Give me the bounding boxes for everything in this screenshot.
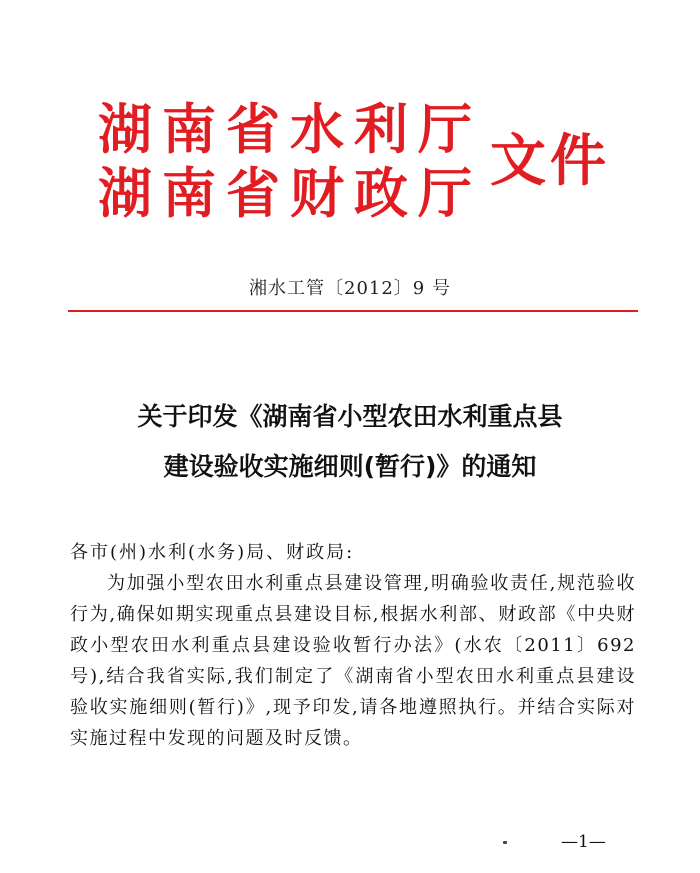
issuer-finance-dept: 湖南省财政厅 bbox=[98, 162, 482, 225]
salutation: 各市(州)水利(水务)局、财政局: bbox=[70, 542, 355, 563]
red-divider-line bbox=[68, 310, 638, 312]
document-title-line-2: 建设验收实施细则(暂行)》的通知 bbox=[163, 452, 537, 481]
body-paragraph: 为加强小型农田水利重点县建设管理,明确验收责任,规范验收行为,确保如期实现重点县建设目标,根据水利部、财政部《中央财政小型农田水利重点县建设验收暂行办法》(水农〔2011〕692号),结合我省实际,我们制定了《湖南省小型农田水利重点县建设验收实施细则(暂行)》,现予印发,请各地遵照执行。并结合实际对实施过程中发现的问题及时反馈。 bbox=[70, 573, 636, 749]
document-header bbox=[98, 100, 638, 230]
issuer-water-resources-dept: 湖南省水利厅 bbox=[98, 98, 482, 161]
scan-speck bbox=[503, 841, 507, 844]
document-title-line-1: 关于印发《湖南省小型农田水利重点县 bbox=[137, 402, 563, 431]
document-type-label: 文件 bbox=[490, 129, 610, 194]
document-number: 湘水工管〔2012〕9 号 bbox=[249, 278, 451, 299]
page-number: —1— bbox=[561, 832, 606, 852]
